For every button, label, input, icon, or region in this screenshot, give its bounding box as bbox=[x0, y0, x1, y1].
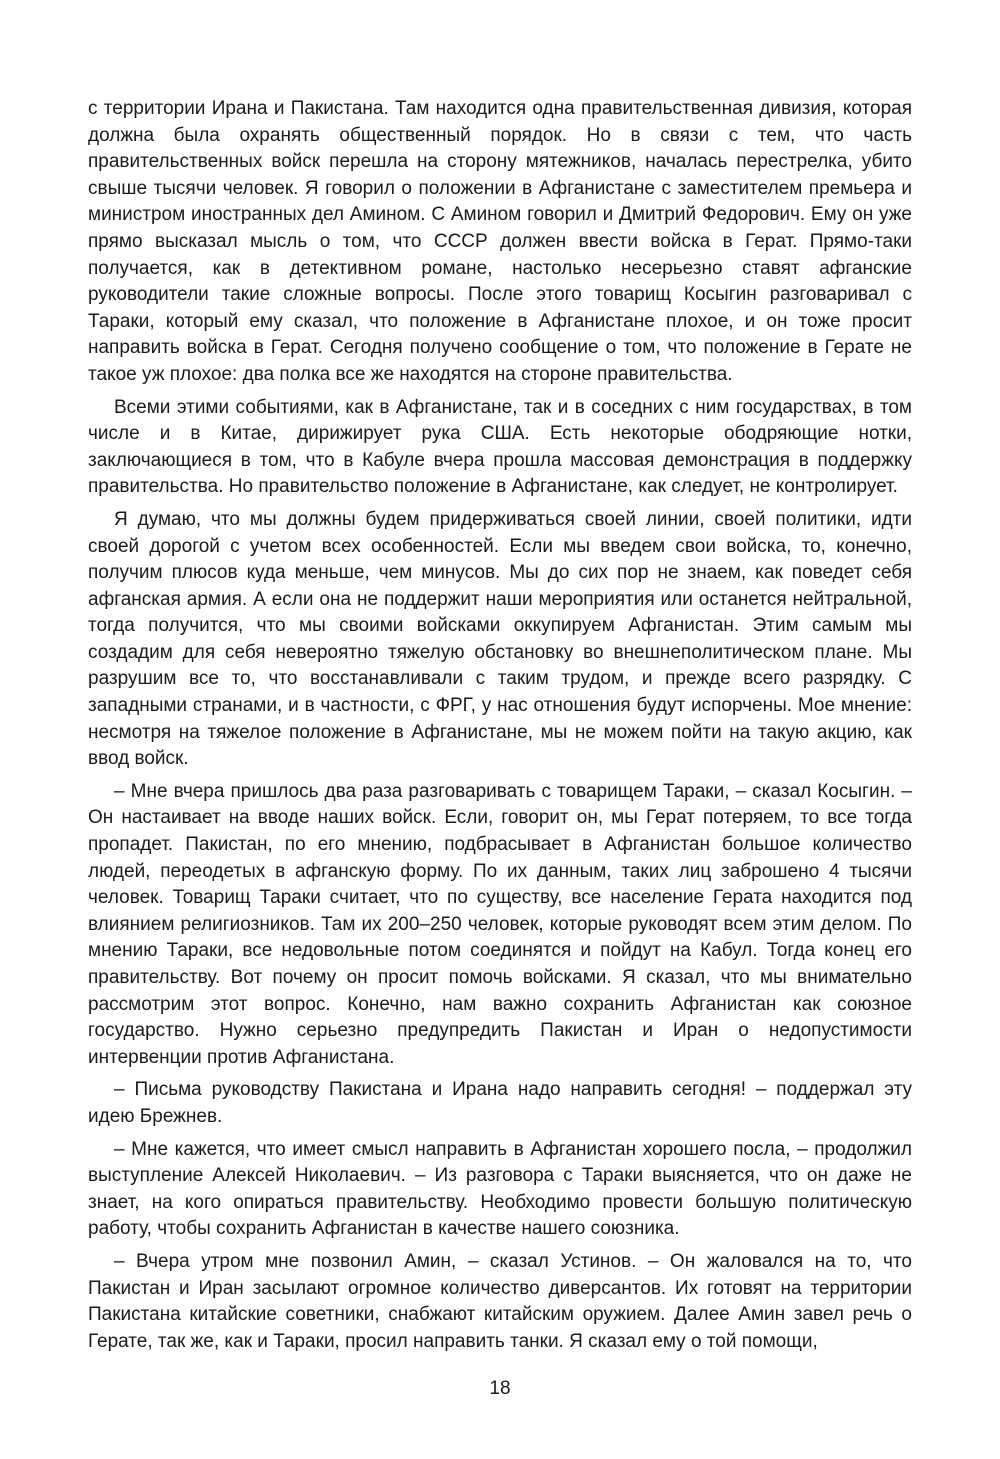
paragraph-3: Я думаю, что мы должны будем придерживаться своей линии, своей политики, идти своей дорогой с учетом всех особенностей. Если мы введем свои войска, то, конечно, получим плюсов куда меньше, чем минусов. Мы до сих пор не знаем, как поведет себя афганская армия. А если она не поддержит наши мероприятия или останется нейтральной, тогда получится, что мы своими войсками оккупируем Афганистан. Этим самым мы создадим для себя невероятно тяжелую обстановку во внешнеполитическом плане. Мы разрушим все то, что восстанавливали с таким трудом, и прежде всего разрядку. С западными странами, и в частности, с ФРГ, у нас отношения будут испорчены. Мое мнение: несмотря на тяжелое положение в Афганистане, мы не можем пойти на такую акцию, как ввод войск. bbox=[88, 508, 912, 770]
page-number: 18 bbox=[489, 1378, 511, 1399]
page-body bbox=[88, 96, 912, 1361]
paragraph-2: Всеми этими событиями, как в Афганистане, так и в соседних с ним государствах, в том числе и в Китае, дирижирует рука США. Есть некоторые ободряющие нотки, заключающиеся в том, что в Кабуле вчера прошла массовая демонстрация в поддержку правительства. Но правительство положение в Афганистане, как следует, не контролирует. bbox=[88, 396, 912, 498]
paragraph-4: – Мне вчера пришлось два раза разговаривать с товарищем Тараки, – сказал Косыгин. – Он настаивает на вводе наших войск. Если, говорит он, мы Герат потеряем, то все тогда пропадет. Пакистан, по его мнению, подбрасывает в Афганистан большое количество людей, переодетых в афганскую форму. По их данным, таких лиц заброшено 4 тысячи человек. Товарищ Тараки считает, что по существу, все население Герата находится под влиянием религиозников. Там их 200–250 человек, которые руководят всем этим делом. По мнению Тараки, все недовольные потом соединятся и пойдут на Кабул. Тогда конец его правительству. Вот почему он просит помочь войсками. Я сказал, что мы внимательно рассмотрим этот вопрос. Конечно, нам важно сохранить Афганистан как союзное государство. Нужно серьезно предупредить Пакистан и Иран о недопустимости интервенции против Афганистана. bbox=[88, 780, 912, 1068]
paragraph-5: – Письма руководству Пакистана и Ирана надо направить сегодня! – поддержал эту идею Брежнев. bbox=[88, 1079, 912, 1127]
paragraph-6: – Мне кажется, что имеет смысл направить в Афганистан хорошего посла, – продолжил выступление Алексей Николаевич. – Из разговора с Тараки выясняется, что он даже не знает, на кого опираться правительству. Необходимо провести большую политическую работу, чтобы сохранить Афганистан в качестве нашего союзника. bbox=[88, 1138, 912, 1240]
paragraph-1: с территории Ирана и Пакистана. Там находится одна правительственная дивизия, которая должна была охранять общественный порядок. Но в связи с тем, что часть правительственных войск перешла на сторону мятежников, началась перестрелка, убито свыше тысячи человек. Я говорил о положении в Афганистане с заместителем премьера и министром иностранных дел Амином. С Амином говорил и Дмитрий Федорович. Ему он уже прямо высказал мысль о том, что СССР должен ввести войска в Герат. Прямо-таки получается, как в детективном романе, настолько несерьезно ставят афганские руководители такие сложные вопросы. После этого товарищ Косыгин разговаривал с Тараки, который ему сказал, что положение в Афганистане плохое, и он тоже просит направить войска в Герат. Сегодня получено сообщение о том, что положение в Герате не такое уж плохое: два полка все же находятся на стороне правительства. bbox=[88, 98, 912, 385]
paragraph-7: – Вчера утром мне позвонил Амин, – сказал Устинов. – Он жаловался на то, что Пакистан и Иран засылают огромное количество диверсантов. Их готовят на территории Пакистана китайские советники, снабжают китайским оружием. Далее Амин завел речь о Герате, так же, как и Тараки, просил направить танки. Я сказал ему о той помощи, bbox=[88, 1250, 912, 1352]
